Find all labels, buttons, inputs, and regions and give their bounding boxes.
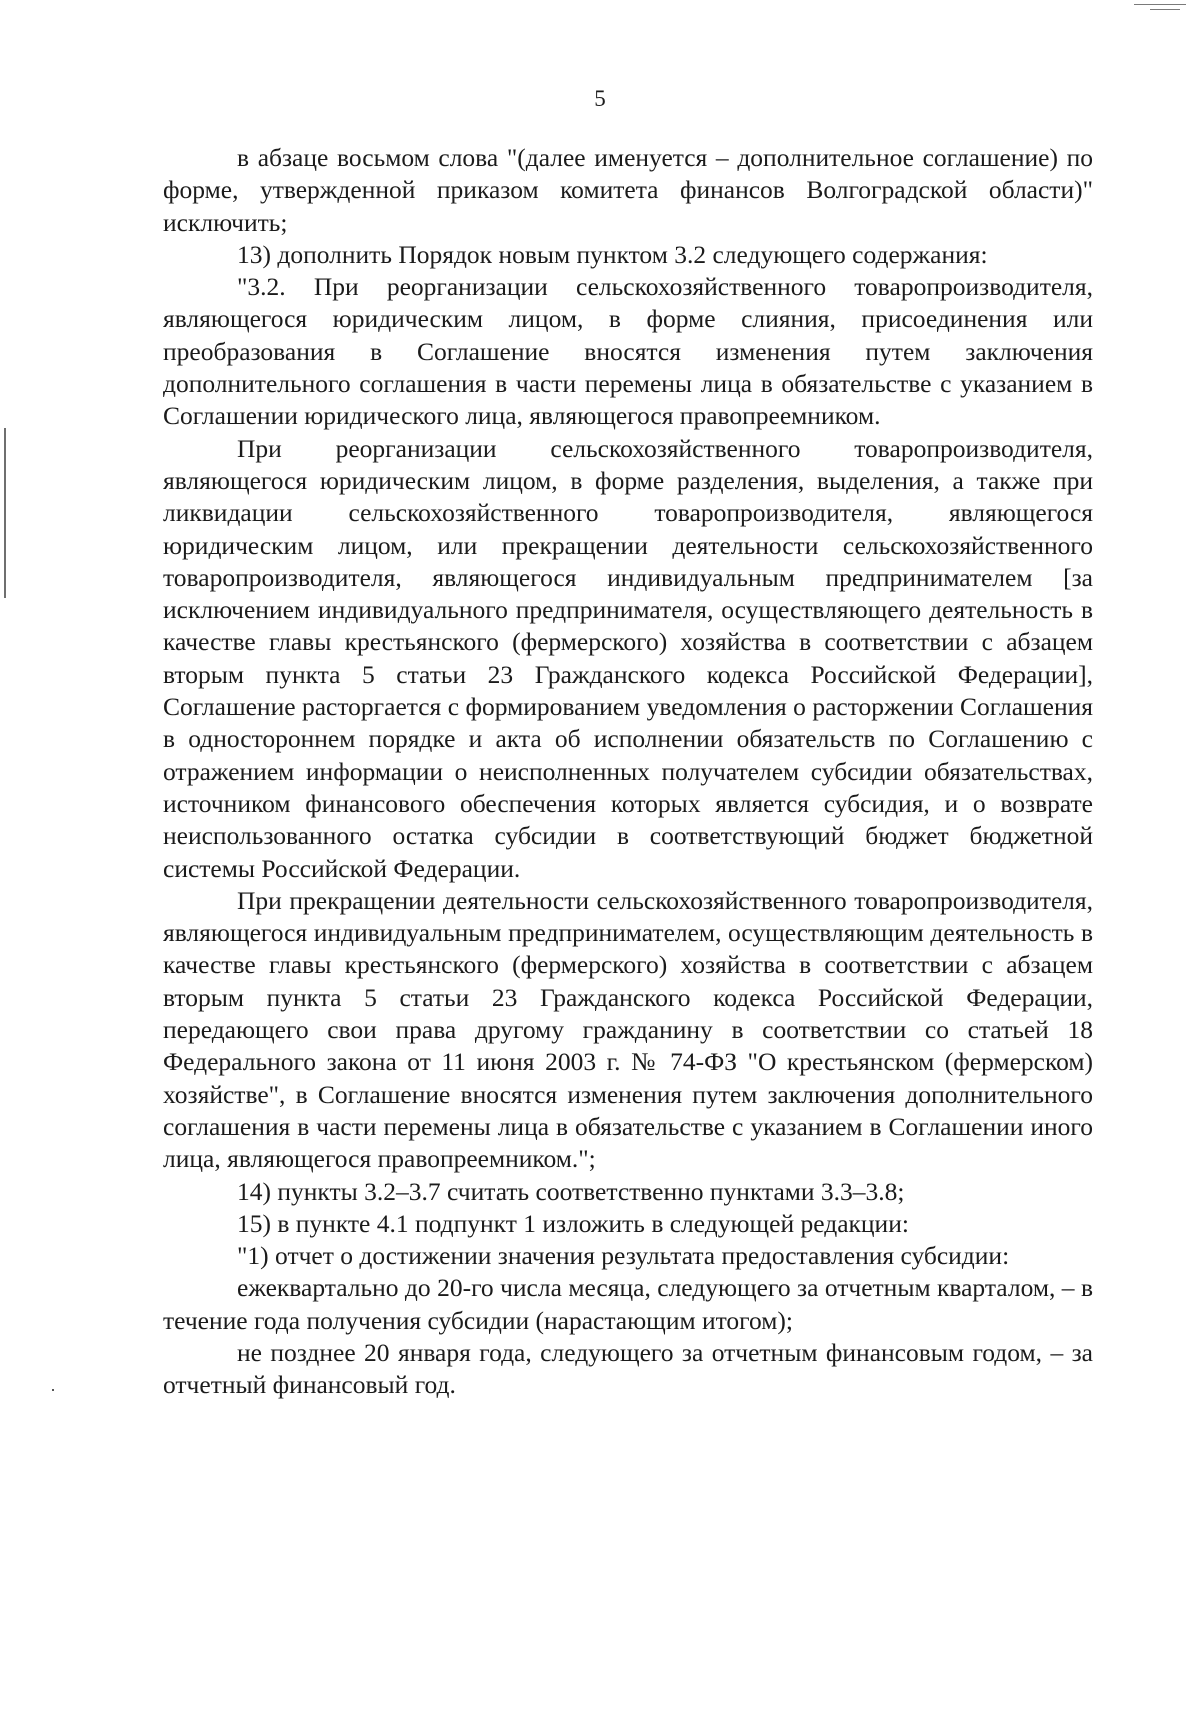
paragraph: "3.2. При реорганизации сельскохозяйственного товаропроизводителя, являющегося юридическим лицом, в форме слияния, присоединения или преобразования в Соглашение вносятся изменения путем заключения дополнительного соглашения в части перемены лица в обязательстве с указанием в Соглашении юридического лица, являющегося правопреемником. — [163, 272, 1093, 431]
paragraph: "1) отчет о достижении значения результата предоставления субсидии: — [237, 1241, 1010, 1271]
scan-edge-mark — [4, 428, 6, 598]
scan-corner-mark — [1150, 9, 1180, 10]
scan-corner-mark — [1134, 4, 1186, 5]
page-number: 5 — [594, 86, 606, 111]
paragraph: 15) в пункте 4.1 подпункт 1 изложить в следующей редакции: — [237, 1208, 909, 1238]
paragraph: не позднее 20 января года, следующего за отчетным финансовым годом, – за отчетный финансовый год. — [163, 1337, 1093, 1400]
paragraph: 14) пункты 3.2–3.7 считать соответственно пунктами 3.3–3.8; — [237, 1176, 905, 1206]
document-body — [163, 142, 1093, 1402]
paragraph: При реорганизации сельскохозяйственного товаропроизводителя, являющегося юридическим лицом, в форме разделения, выделения, а также при ликвидации сельскохозяйственного товаропроизводителя, являющегося юридическим лицом, или прекращении деятельности сельскохозяйственного товаропроизводителя, являющегося индивидуальным предпринимателем [за исключением индивидуального предпринимателя, осуществляющего деятельность в качестве главы крестьянского (фермерского) хозяйства в соответствии с абзацем вторым пункта 5 статьи 23 Гражданского кодекса Российской Федерации], Соглашение расторгается с формированием уведомления о расторжении Соглашения в одностороннем порядке и акта об исполнении обязательств по Соглашению с отражением информации о неисполненных получателем субсидии обязательствах, источником финансового обеспечения которых является субсидия, и о возврате неиспользованного остатка субсидии в соответствующий бюджет бюджетной системы Российской Федерации. — [163, 433, 1093, 883]
paragraph: ежеквартально до 20-го числа месяца, следующего за отчетным кварталом, – в течение года получения субсидии (нарастающим итогом); — [163, 1273, 1093, 1335]
paragraph: в абзаце восьмом слова "(далее именуется – дополнительное соглашение) по форме, утвержденной приказом комитета финансов Волгоградской области)" исключить; — [163, 143, 1093, 237]
paragraph: 13) дополнить Порядок новым пунктом 3.2 следующего содержания: — [237, 239, 988, 269]
scan-dust-mark — [52, 1389, 54, 1391]
paragraph: При прекращении деятельности сельскохозяйственного товаропроизводителя, являющегося индивидуальным предпринимателем, осуществляющим деятельность в качестве главы крестьянского (фермерского) хозяйства в соответствии с абзацем вторым пункта 5 статьи 23 Гражданского кодекса Российской Федерации, передающего свои права другому гражданину в соответствии со статьей 18 Федерального закона от 11 июня 2003 г. № 74-ФЗ "О крестьянском (фермерском) хозяйстве", в Соглашение вносятся изменения путем заключения дополнительного соглашения в части перемены лица в обязательстве с указанием в Соглашении иного лица, являющегося правопреемником."; — [163, 885, 1093, 1174]
